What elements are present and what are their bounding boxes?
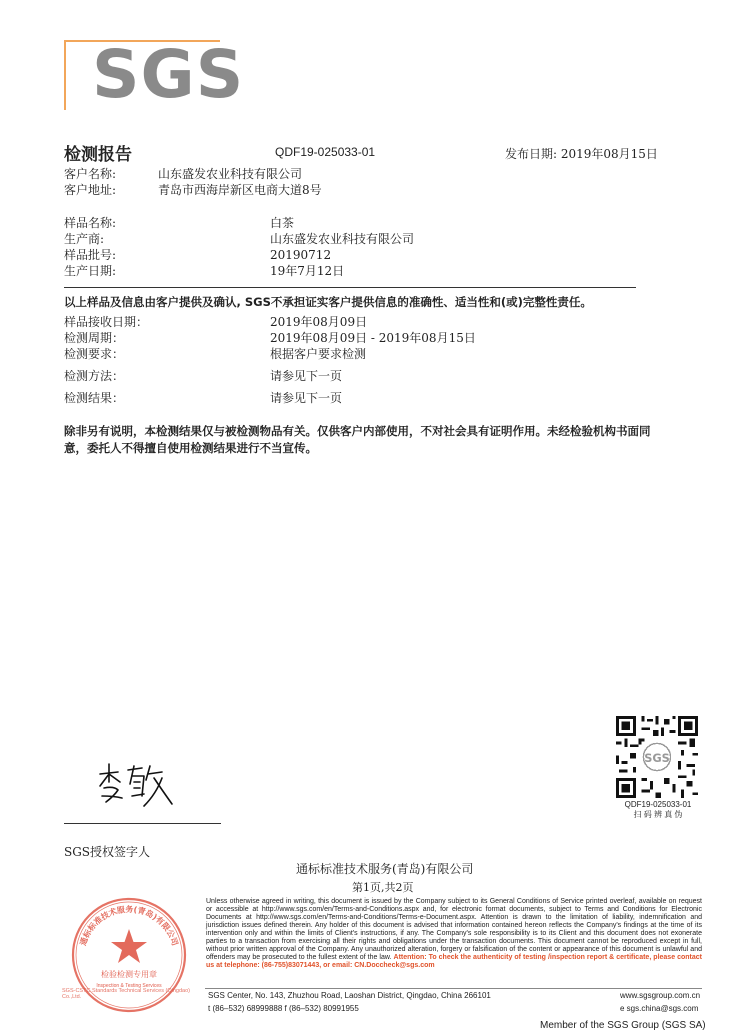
test-period-label: 检测周期： (64, 331, 125, 345)
footer-divider (205, 988, 702, 989)
report-title: 检测报告 (64, 145, 132, 165)
signature-line (64, 823, 221, 824)
qr-code[interactable] (616, 716, 698, 798)
authenticity-notice: Attention: To check the authenticity of testing /inspection report & certificate, please contact us at telephone: (86-755)83071443, or email: CN.Doccheck@sgs.com (206, 954, 702, 969)
seal-center-text: 检验检测专用章 (101, 970, 157, 979)
logo-text: SGS (92, 36, 245, 113)
footer-website-link[interactable]: www.sgsgroup.com.cn (620, 991, 701, 1000)
sgs-logo (64, 36, 245, 113)
test-result-label: 检测结果： (64, 391, 125, 405)
test-request: 根据客户要求检测 (270, 347, 367, 361)
received-date-label: 样品接收日期： (64, 315, 149, 329)
footer-email-link[interactable]: e sgs.china@sgs.com (620, 1004, 699, 1013)
qr-doc-number: QDF19-025033-01 (624, 800, 692, 809)
sample-name-label: 样品名称: (64, 216, 117, 230)
seal-top-text: 通标标准技术服务(青岛)有限公司 (78, 904, 180, 947)
client-name: 山东盛发农业科技有限公司 (158, 167, 303, 181)
issue-date: 发布日期: 2019年08月15日 (505, 147, 658, 161)
test-result: 请参见下一页 (270, 391, 343, 405)
client-address: 青岛市西海岸新区电商大道8号 (158, 183, 322, 197)
usage-disclaimer: 除非另有说明，本检测结果仅与被检测物品有关。仅供客户内部使用，不对社会具有证明作用。未经检验机构书面同意，委托人不得擅自使用检测结果进行不当宣传。 (64, 424, 651, 455)
test-method-label: 检测方法： (64, 369, 125, 383)
qr-caption (620, 800, 696, 820)
production-date: 19年7月12日 (270, 264, 345, 278)
sample-name: 白茶 (270, 216, 295, 230)
sample-maker: 山东盛发农业科技有限公司 (270, 232, 415, 246)
sample-batch-label: 样品批号: (64, 248, 117, 262)
seal-sub-text: Inspection & Testing Services (96, 983, 162, 989)
terms-fine-print (206, 898, 702, 970)
signatory-label: SGS授权签字人 (64, 845, 151, 859)
page-number: 第1页,共2页 (352, 881, 414, 894)
test-period: 2019年08月09日 - 2019年08月15日 (270, 331, 476, 345)
issuing-company: 通标标准技术服务(青岛)有限公司 (296, 862, 474, 876)
footer-address: SGS Center, No. 143, Zhuzhou Road, Laoshan District, Qingdao, China 266101 (208, 991, 491, 1000)
test-method: 请参见下一页 (270, 369, 343, 383)
sgs-membership: Member of the SGS Group (SGS SA) (540, 1020, 706, 1031)
footer-phone: t (86–532) 68999888 f (86–532) 80991955 (208, 1004, 359, 1013)
report-number: QDF19-025033-01 (275, 145, 376, 159)
client-info-disclaimer: 以上样品及信息由客户提供及确认, SGS不承担证实客户提供信息的准确性、适当性和(或)完整性责任。 (64, 295, 592, 309)
client-name-label: 客户名称: (64, 167, 117, 181)
section-divider (64, 287, 636, 288)
client-address-label: 客户地址: (64, 183, 117, 197)
qr-verify-text: 扫 码 辨 真 伪 (633, 810, 683, 819)
sample-batch: 20190712 (270, 248, 332, 262)
sample-maker-label: 生产商: (64, 232, 105, 246)
test-request-label: 检测要求： (64, 347, 125, 361)
qr-badge: SGS (644, 751, 670, 765)
production-date-label: 生产日期: (64, 264, 117, 278)
seal-bottom-text: SGS-CSTC Standards Technical Services (Qingdao) Co.,Ltd. (62, 988, 190, 1000)
terms-text: Unless otherwise agreed in writing, this document is issued by the Company subject to its General Conditions of Service printed overleaf, available on request or accessible at http://www.sgs.com/en/Terms-and-Conditions.aspx and, for electronic format documents, subject to Terms and Conditions for Electronic Documents at http://www.sgs.com/en/Terms-and-Conditions/Terms-e-Document.aspx. Attention is drawn to the limitation of liability, indemnification and jurisdiction issues defined therein. Any holder of this document is advised that information contained hereon reflects the Company's findings at the time of its intervention only and within the limits of Client's instructions, if any. The Company's sole responsibility is to its Client and this document does not exonerate parties to a transaction from exercising all their rights and obligations under the transaction documents. This document cannot be reproduced except in full, without prior written approval of the Company. Any unauthorized alteration, forgery or falsification of the content or appearance of this document is unlawful and offenders may be prosecuted to the fullest extent of the law. (206, 898, 702, 961)
received-date: 2019年08月09日 (270, 315, 368, 329)
handwritten-signature (96, 760, 176, 814)
